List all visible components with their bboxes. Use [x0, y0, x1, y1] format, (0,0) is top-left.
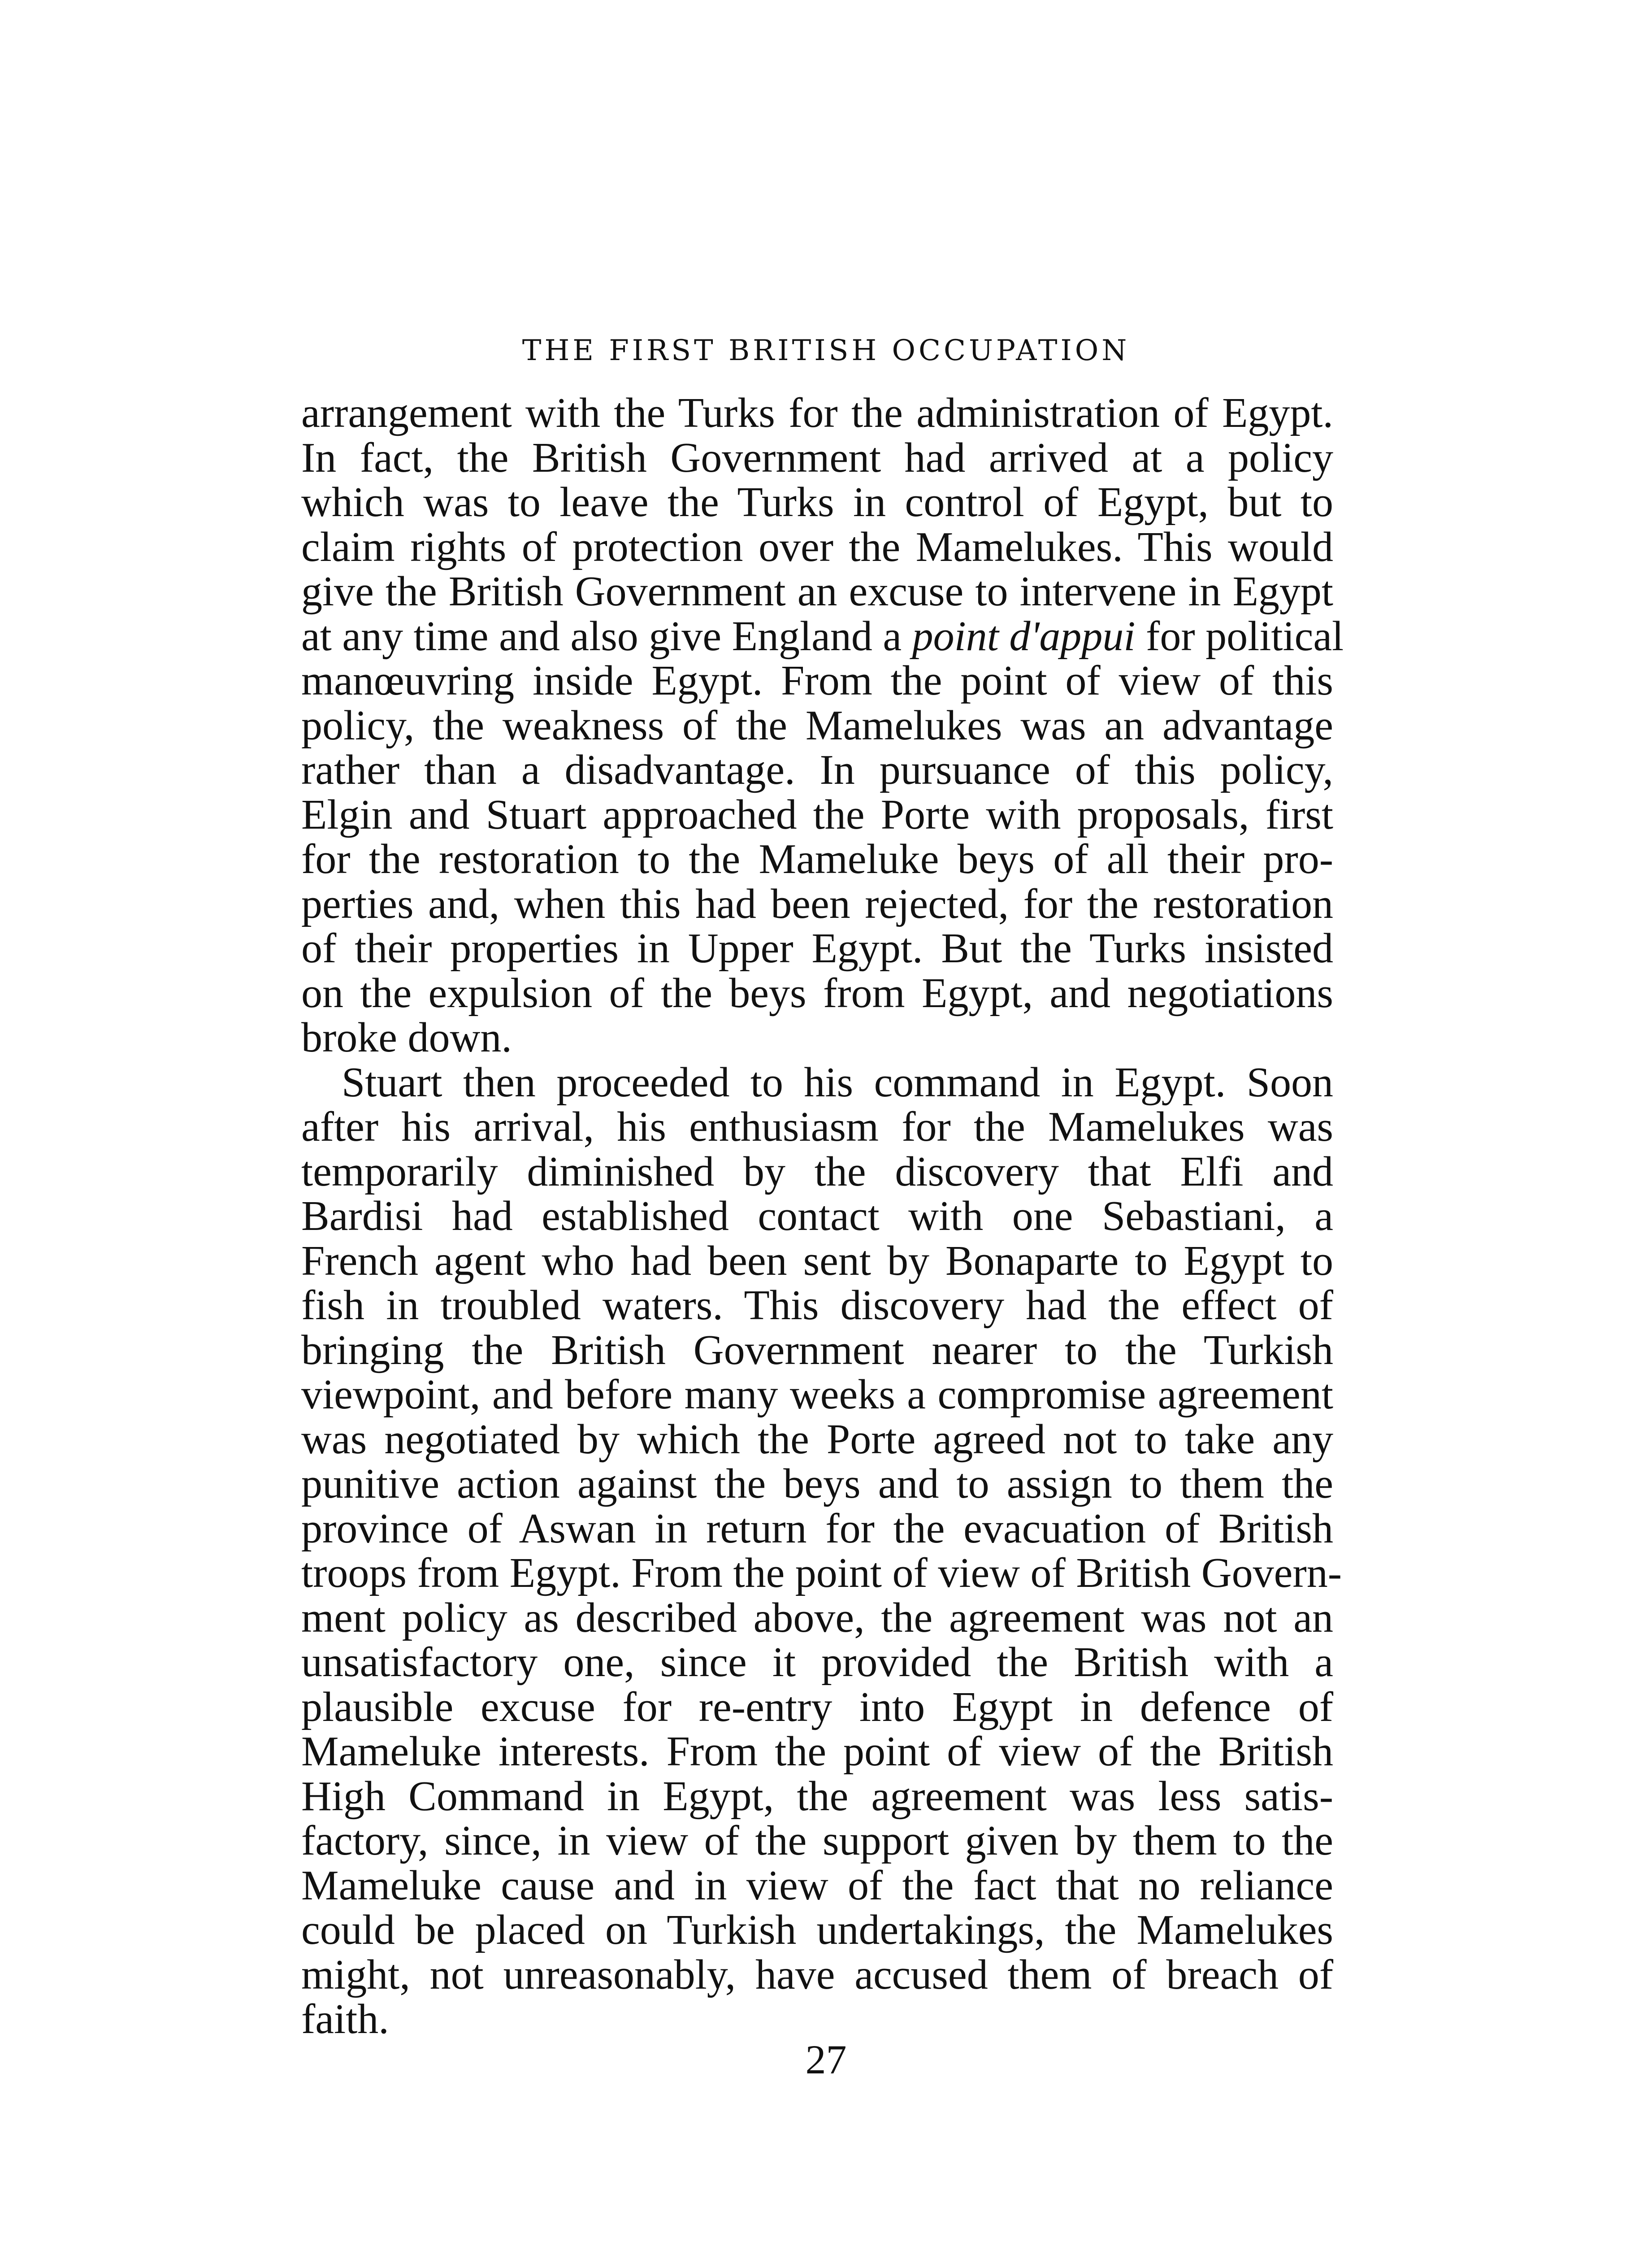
text-line-with-italic — [301, 613, 1344, 660]
text-line: manœuvring inside Egypt. From the point of view of this — [301, 657, 1333, 704]
paragraph-2 — [301, 1059, 1342, 2042]
text-line: plausible excuse for re-entry into Egypt in defence of — [301, 1683, 1333, 1730]
text-line: ment policy as described above, the agreement was not an — [301, 1594, 1333, 1641]
text-line: after his arrival, his enthusiasm for the Mamelukes was — [301, 1104, 1333, 1150]
text-line: Bardisi had established contact with one Sebastiani, a — [301, 1193, 1333, 1239]
text-line: of their properties in Upper Egypt. But the Turks insisted — [301, 925, 1333, 972]
text-line: In fact, the British Government had arrived at a policy — [301, 434, 1333, 481]
paragraph-1 — [301, 390, 1344, 1061]
body-text — [301, 390, 1344, 2042]
text-line: factory, since, in view of the support given by them to the — [301, 1817, 1333, 1864]
text-line: troops from Egypt. From the point of view of British Govern- — [301, 1550, 1342, 1596]
text-line: fish in troubled waters. This discovery had the effect of — [301, 1282, 1333, 1329]
text-line: faith. — [301, 1996, 389, 2042]
text-line: viewpoint, and before many weeks a compromise agreement — [301, 1371, 1333, 1418]
running-head: THE FIRST BRITISH OCCUPATION — [522, 334, 1130, 367]
text-line: Elgin and Stuart approached the Porte with proposals, first — [301, 791, 1333, 838]
text-line: which was to leave the Turks in control of Egypt, but to — [301, 479, 1333, 526]
text-line: unsatisfactory one, since it provided the British with a — [301, 1639, 1333, 1686]
text-line: for the restoration to the Mameluke beys of all their pro- — [301, 836, 1333, 882]
text-line: give the British Government an excuse to intervene in Egypt — [301, 568, 1333, 615]
text-run: for political — [1135, 613, 1344, 660]
text-line: could be placed on Turkish undertakings, the Mamelukes — [301, 1907, 1333, 1953]
text-line: Mameluke interests. From the point of view of the British — [301, 1728, 1333, 1775]
text-line: bringing the British Government nearer to the Turkish — [301, 1326, 1333, 1373]
text-line: arrangement with the Turks for the administration of Egypt. — [301, 390, 1333, 436]
text-line: broke down. — [301, 1014, 512, 1061]
text-line: punitive action against the beys and to assign to them the — [301, 1460, 1333, 1507]
text-line: claim rights of protection over the Mamelukes. This would — [301, 523, 1333, 570]
text-line: rather than a disadvantage. In pursuance of this policy, — [301, 747, 1333, 793]
italic-phrase: point d'appui — [912, 613, 1136, 660]
text-line: temporarily diminished by the discovery that Elfi and — [301, 1148, 1333, 1195]
page-number: 27 — [805, 2037, 847, 2082]
text-line: policy, the weakness of the Mamelukes was an advantage — [301, 702, 1333, 749]
text-line: High Command in Egypt, the agreement was less satis- — [301, 1773, 1333, 1820]
text-line: was negotiated by which the Porte agreed not to take any — [301, 1416, 1333, 1463]
text-line: might, not unreasonably, have accused them of breach of — [301, 1951, 1333, 1998]
text-line: on the expulsion of the beys from Egypt, and negotiations — [301, 969, 1333, 1017]
text-run: at any time and also give England a — [301, 613, 912, 660]
text-line: Stuart then proceeded to his command in Egypt. Soon — [342, 1059, 1333, 1106]
text-line: province of Aswan in return for the evacuation of British — [301, 1505, 1333, 1552]
text-line: Mameluke cause and in view of the fact that no reliance — [301, 1862, 1333, 1909]
text-line: French agent who had been sent by Bonaparte to Egypt to — [301, 1237, 1333, 1284]
text-line: perties and, when this had been rejected, for the restoration — [301, 880, 1333, 927]
